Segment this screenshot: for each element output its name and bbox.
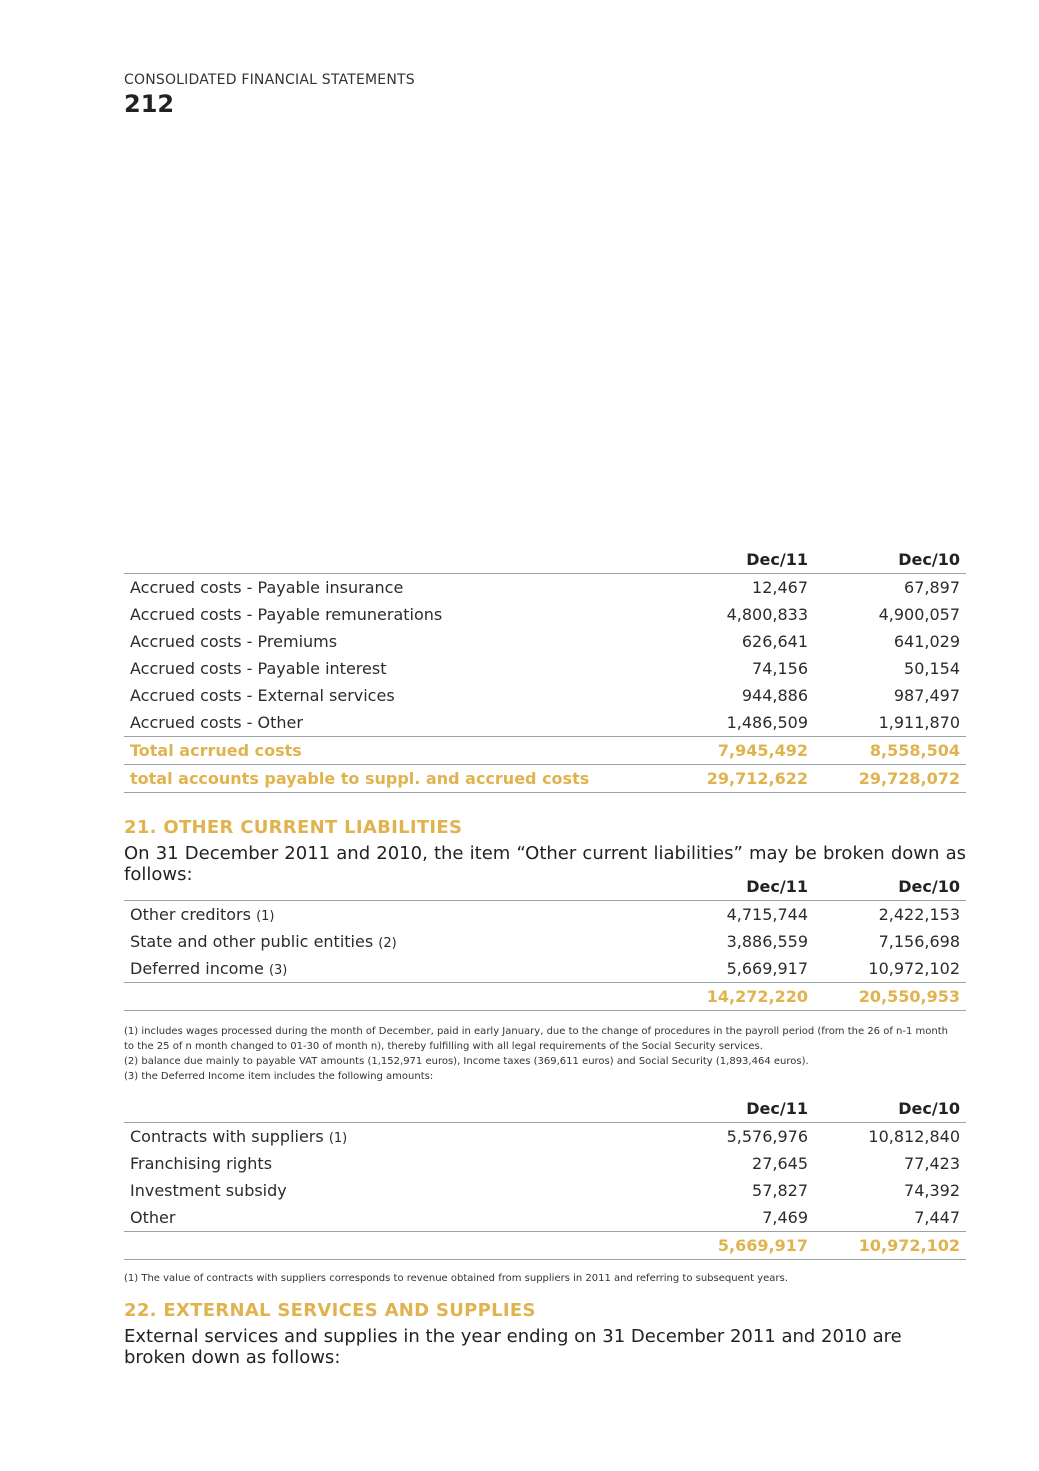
note-reference: (3) bbox=[268, 963, 288, 978]
row-label bbox=[124, 955, 662, 983]
row-value-dec10: 641,029 bbox=[893, 632, 960, 651]
section-22-intro: External services and supplies in the year ending on 31 December 2011 and 2010 are broken down as follows: bbox=[124, 1326, 902, 1368]
total-row bbox=[124, 1232, 966, 1260]
row-label-text: Contracts with suppliers bbox=[130, 1127, 324, 1146]
document-header: CONSOLIDATED FINANCIAL STATEMENTS bbox=[124, 72, 415, 88]
section-21-title: 21. OTHER CURRENT LIABILITIES bbox=[124, 817, 463, 838]
row-label bbox=[124, 1123, 662, 1151]
row-label bbox=[124, 901, 662, 929]
label-header bbox=[124, 546, 662, 574]
other-current-liabilities-table bbox=[124, 873, 966, 1011]
column-header-dec10: Dec/10 bbox=[814, 873, 966, 901]
row-value-dec10: 7,447 bbox=[914, 1208, 960, 1227]
row-value-dec11: 27,645 bbox=[752, 1154, 808, 1173]
row-value-dec10: 7,156,698 bbox=[878, 932, 960, 951]
table-row bbox=[124, 574, 966, 602]
column-header-dec11: Dec/11 bbox=[662, 873, 814, 901]
footnotes-section-21 bbox=[124, 1024, 966, 1084]
row-label: Accrued costs - Payable interest bbox=[130, 659, 387, 678]
label-header bbox=[124, 873, 662, 901]
row-label: Accrued costs - Premiums bbox=[130, 632, 338, 651]
footnote: (1) The value of contracts with suppliers corresponds to revenue obtained from suppliers in 2011 and referring to subsequent years. bbox=[124, 1273, 788, 1284]
footnote: (2) balance due mainly to payable VAT amounts (1,152,971 euros), Income taxes (369,611 euros) and Social Security (1,893,464 euros). bbox=[124, 1056, 809, 1067]
row-label: Investment subsidy bbox=[130, 1181, 287, 1200]
row-value-dec11: 5,576,976 bbox=[726, 1127, 808, 1146]
table-row bbox=[124, 709, 966, 737]
row-value-dec10: 10,972,102 bbox=[868, 959, 960, 978]
footnote: (1) includes wages processed during the month of December, paid in early January, due to the change of procedures in the payroll period (from the 26 of n-1 month bbox=[124, 1026, 948, 1037]
row-label: Accrued costs - External services bbox=[130, 686, 395, 705]
table-row bbox=[124, 682, 966, 709]
note-reference: (1) bbox=[328, 1131, 348, 1146]
table-row bbox=[124, 655, 966, 682]
row-value-dec10: 1,911,870 bbox=[878, 713, 960, 732]
total-accounts-payable-row bbox=[124, 765, 966, 793]
row-value-dec11: 74,156 bbox=[752, 659, 808, 678]
total-label: total accounts payable to suppl. and accrued costs bbox=[124, 765, 662, 793]
total-value-dec10: 10,972,102 bbox=[814, 1232, 966, 1260]
row-value-dec11: 3,886,559 bbox=[726, 932, 808, 951]
table-row bbox=[124, 1204, 966, 1232]
row-value-dec10: 987,497 bbox=[893, 686, 960, 705]
row-value-dec11: 12,467 bbox=[752, 578, 808, 597]
column-header-dec11: Dec/11 bbox=[662, 1095, 814, 1123]
row-label-text: Deferred income bbox=[130, 959, 264, 978]
note-reference: (1) bbox=[256, 909, 275, 924]
table-row bbox=[124, 928, 966, 955]
table-row bbox=[124, 601, 966, 628]
total-accrued-costs-row bbox=[124, 737, 966, 765]
total-value-dec10: 20,550,953 bbox=[814, 983, 966, 1011]
row-value-dec10: 10,812,840 bbox=[868, 1127, 960, 1146]
row-value-dec11: 1,486,509 bbox=[726, 713, 808, 732]
row-value-dec10: 2,422,153 bbox=[878, 905, 960, 924]
section-22-title: 22. EXTERNAL SERVICES AND SUPPLIES bbox=[124, 1300, 536, 1321]
row-value-dec10: 50,154 bbox=[904, 659, 960, 678]
row-value-dec10: 77,423 bbox=[904, 1154, 960, 1173]
row-label-text: Other creditors bbox=[130, 905, 251, 924]
row-label: Accrued costs - Payable insurance bbox=[130, 578, 404, 597]
total-value-dec11: 14,272,220 bbox=[662, 983, 814, 1011]
row-label: Franchising rights bbox=[130, 1154, 273, 1173]
section-21-intro: On 31 December 2011 and 2010, the item “Other current liabilities” may be broken down as follows: bbox=[124, 843, 966, 885]
total-value-dec10: 8,558,504 bbox=[814, 737, 966, 765]
total-row bbox=[124, 983, 966, 1011]
row-value-dec11: 57,827 bbox=[752, 1181, 808, 1200]
deferred-income-table bbox=[124, 1095, 966, 1260]
row-value-dec11: 7,469 bbox=[762, 1208, 808, 1227]
total-label bbox=[124, 983, 662, 1011]
total-value-dec10: 29,728,072 bbox=[814, 765, 966, 793]
row-value-dec11: 5,669,917 bbox=[726, 959, 808, 978]
row-value-dec11: 944,886 bbox=[741, 686, 808, 705]
row-label: Other bbox=[130, 1208, 176, 1227]
label-header bbox=[124, 1095, 662, 1123]
column-header-dec10: Dec/10 bbox=[814, 546, 966, 574]
total-value-dec11: 7,945,492 bbox=[662, 737, 814, 765]
row-label-text: State and other public entities bbox=[130, 932, 374, 951]
column-header-dec10: Dec/10 bbox=[814, 1095, 966, 1123]
table-row bbox=[124, 1177, 966, 1204]
row-value-dec10: 4,900,057 bbox=[878, 605, 960, 624]
row-label: Accrued costs - Payable remunerations bbox=[130, 605, 443, 624]
footnote: (3) the Deferred Income item includes the following amounts: bbox=[124, 1071, 434, 1082]
row-value-dec11: 4,800,833 bbox=[726, 605, 808, 624]
page-number: 212 bbox=[124, 90, 175, 118]
row-value-dec10: 67,897 bbox=[904, 578, 960, 597]
total-value-dec11: 29,712,622 bbox=[662, 765, 814, 793]
table-row bbox=[124, 628, 966, 655]
row-value-dec10: 74,392 bbox=[904, 1181, 960, 1200]
row-value-dec11: 626,641 bbox=[741, 632, 808, 651]
footnotes-deferred-income bbox=[124, 1271, 966, 1286]
row-value-dec11: 4,715,744 bbox=[726, 905, 808, 924]
total-value-dec11: 5,669,917 bbox=[662, 1232, 814, 1260]
total-label bbox=[124, 1232, 662, 1260]
table-row bbox=[124, 955, 966, 983]
column-header-dec11: Dec/11 bbox=[662, 546, 814, 574]
accrued-costs-table bbox=[124, 546, 966, 793]
footnote: to the 25 of n month changed to 01-30 of month n), thereby fulfilling with all legal requirements of the Social Security services. bbox=[124, 1041, 763, 1052]
total-label: Total acrrued costs bbox=[124, 737, 662, 765]
table-row bbox=[124, 1123, 966, 1151]
row-label bbox=[124, 928, 662, 955]
table-row bbox=[124, 1150, 966, 1177]
row-label: Accrued costs - Other bbox=[130, 713, 303, 732]
note-reference: (2) bbox=[378, 936, 397, 951]
table-row bbox=[124, 901, 966, 929]
